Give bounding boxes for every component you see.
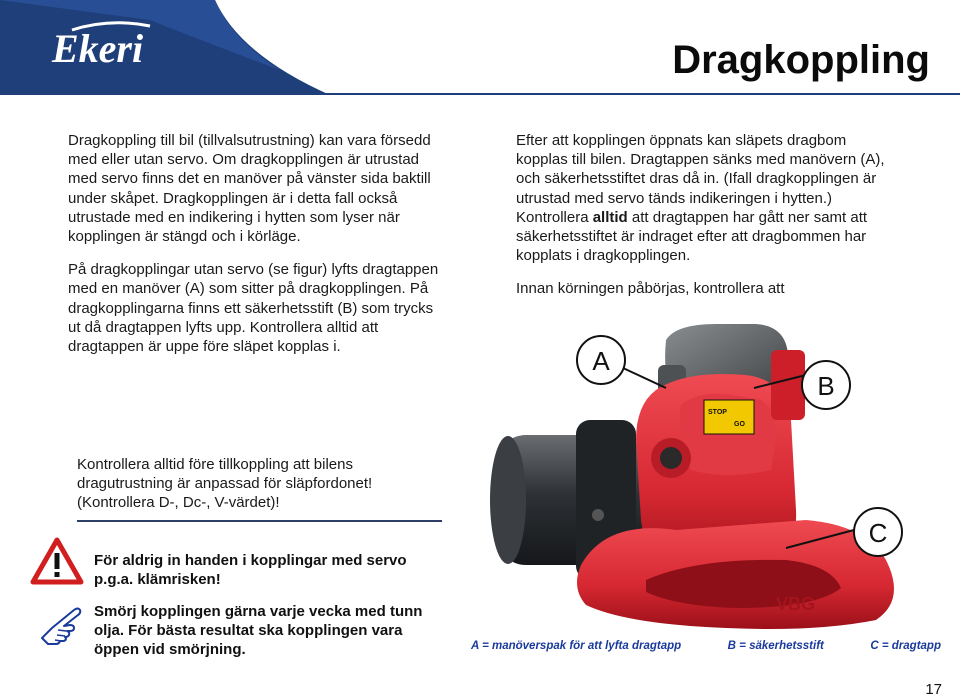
figure-caption <box>471 640 941 652</box>
right-paragraph-1-part-2: att dragtappen har gått ner samt att säkerhetsstiftet är indraget efter att dragbommen har kopplats i dragkopplingen. <box>516 208 868 265</box>
left-paragraph-2: På dragkopplingar utan servo (se figur) lyfts dragtappen med en manöver (A) som sitter på dragkopplingen. På dragkopplingarna finns ett säkerhetsstift (B) som trycks ut då dragtappen lyfts upp. Kontrollera alltid att dragtappen är uppe före släpet kopplas i. <box>68 261 439 356</box>
right-paragraph-1-bold: alltid <box>592 208 628 226</box>
left-column <box>68 131 448 370</box>
label-a <box>577 336 625 384</box>
go-text: GO <box>734 421 745 428</box>
right-paragraph-1-part-1: Efter att kopplingen öppnats kan släpets dragbom kopplas till bilen. Dragtappen sänks med manövern (A), och säkerhetsstiftet dras då in. (Ifall dragkopplingen är utrustad med servo tänds indikeringen i hytten.) Kontrollera <box>516 132 885 226</box>
label-a-text: A <box>592 346 610 376</box>
right-column <box>516 131 886 313</box>
caption-b: B = säkerhetsstift <box>727 640 824 652</box>
label-c-text: C <box>868 518 888 548</box>
page-number: 17 <box>925 681 942 698</box>
caption-a: A = manöverspak för att lyfta dragtapp <box>471 640 682 652</box>
info-box <box>77 455 442 522</box>
info-box-text: Kontrollera alltid före tillkoppling att bilens dragutrustning är anpassad för släpfordonet! (Kontrollera D-, Dc-, V-värdet)! <box>77 456 373 511</box>
right-paragraph-2: Innan körningen påbörjas, kontrollera att <box>516 280 785 298</box>
left-paragraph-1: Dragkoppling till bil (tillvalsutrustning) kan vara försedd med eller utan servo. Om dragkopplingen är utrustad med servo finns det en manöver på vänster sida baktill under skåpet. Dragkopplingen är i detta fall också utrustade med en indikering i hytten som lyser när kopplingen är stängd och i körläge. <box>68 132 431 246</box>
logo-text: Ekeri <box>52 26 144 71</box>
warning-triangle-icon <box>30 537 84 585</box>
stop-go-sticker <box>704 400 754 434</box>
label-b-text: B <box>817 371 835 401</box>
right-paragraph-1 <box>516 131 886 265</box>
coupling-pin <box>771 350 805 420</box>
page-title: Dragkoppling <box>672 38 930 82</box>
warning-text: För aldrig in handen i kopplingar med servo p.g.a. klämrisken! <box>94 552 407 588</box>
pointing-hand-icon <box>36 604 84 648</box>
stop-text: STOP <box>708 409 727 416</box>
tip-text: Smörj kopplingen gärna varje vecka med tunn olja. För bästa resultat ska kopplingen vara öppen vid smörjning. <box>94 603 423 658</box>
label-c <box>854 508 902 556</box>
brand-text: VBG <box>776 594 816 614</box>
label-b <box>802 361 850 409</box>
caption-c: C = dragtapp <box>870 640 941 652</box>
page-header <box>0 0 960 100</box>
coupling-illustration <box>486 310 960 635</box>
coupling-mouth <box>577 520 894 629</box>
